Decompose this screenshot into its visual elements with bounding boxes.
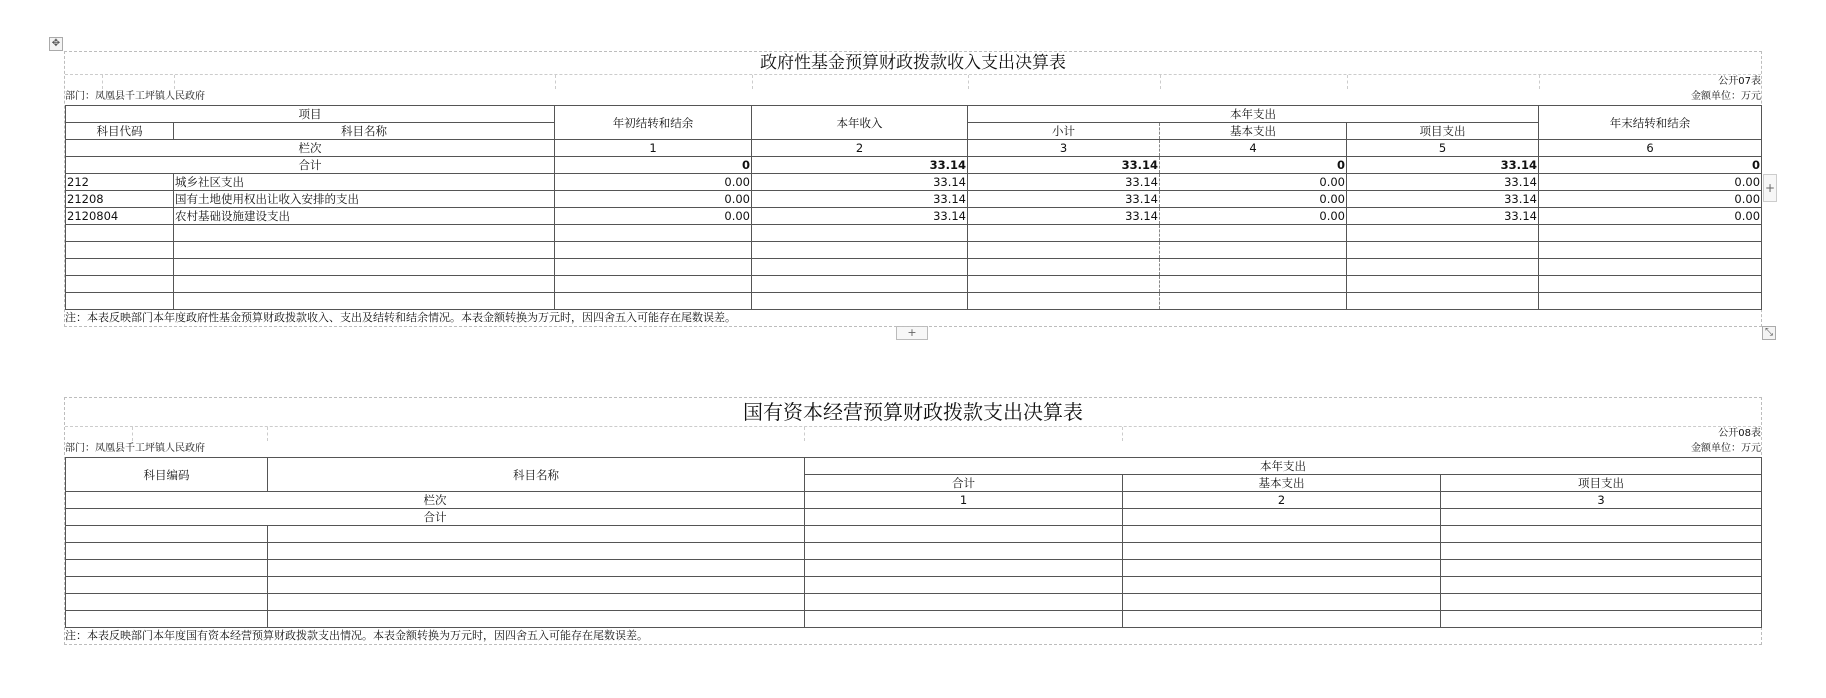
row-value-cell [555,259,752,276]
row-value-cell: 0.00 [555,174,752,191]
row-value-cell: 33.14 [1347,208,1539,225]
row-value-cell: 0.00 [555,208,752,225]
table-row [66,594,1762,611]
empty-cell [1123,543,1441,560]
header-expense: 本年支出 [968,106,1539,123]
table-row [66,611,1762,628]
row-value-cell [555,276,752,293]
empty-cell [1123,611,1441,628]
t2-column-number-label: 栏次 [66,492,805,509]
row-value-cell: 33.14 [968,174,1160,191]
empty-cell [1441,577,1762,594]
state-capital-table-block [64,397,1762,645]
t2-total-cell [1123,509,1441,526]
t2-column-number: 1 [805,492,1123,509]
row-value-cell [968,276,1160,293]
header-basic: 基本支出 [1160,123,1347,140]
table2-body [66,526,1762,628]
row-value-cell [752,259,968,276]
row-value-cell [1539,259,1762,276]
row-value-cell [1347,259,1539,276]
row-value-cell: 33.14 [752,208,968,225]
row-name-cell [174,242,555,259]
t2-header-total: 合计 [805,475,1123,492]
row-value-cell [1347,293,1539,310]
header-begin-balance: 年初结转和结余 [555,106,752,140]
empty-cell [805,543,1123,560]
table2-unit: 金额单位：万元 [1691,443,1761,454]
empty-cell [805,560,1123,577]
row-value-cell [1160,259,1347,276]
column-number: 6 [1539,140,1762,157]
row-name-cell [174,225,555,242]
empty-cell [66,543,268,560]
table-row [66,560,1762,577]
header-project: 项目支出 [1347,123,1539,140]
table1-grid [65,105,1762,310]
row-value-cell [1539,276,1762,293]
table-move-handle-icon[interactable]: ✥ [49,37,63,51]
row-value-cell [555,225,752,242]
row-code-cell: 212 [66,174,174,191]
empty-cell [1123,560,1441,577]
table1-department: 部门：凤凰县千工坪镇人民政府 [65,91,205,102]
row-value-cell: 0.00 [1539,174,1762,191]
table-row [66,225,1762,242]
row-value-cell [1160,242,1347,259]
total-cell: 0 [1539,157,1762,174]
row-value-cell [1160,293,1347,310]
empty-cell [1441,543,1762,560]
row-value-cell [968,225,1160,242]
row-name-cell: 城乡社区支出 [174,174,555,191]
table-row [66,259,1762,276]
row-value-cell: 0.00 [1539,191,1762,208]
table-row [66,242,1762,259]
row-name-cell: 国有土地使用权出让收入安排的支出 [174,191,555,208]
t2-total-row-label: 合计 [66,509,805,526]
table1-meta [65,89,1761,105]
t2-header-code: 科目编码 [66,458,268,492]
table1-note: 注：本表反映部门本年度政府性基金预算财政拨款收入、支出及结转和结余情况。本表金额转换为万元时，因四舍五入可能存在尾数误差。 [65,311,736,324]
t2-column-number: 3 [1441,492,1762,509]
row-code-cell [66,293,174,310]
row-value-cell: 33.14 [968,208,1160,225]
table-row [66,543,1762,560]
table2-grid [65,457,1762,628]
row-value-cell [752,242,968,259]
empty-cell [1123,577,1441,594]
row-value-cell [1160,276,1347,293]
empty-cell [66,594,268,611]
total-cell: 0 [555,157,752,174]
row-code-cell [66,276,174,293]
column-number: 5 [1347,140,1539,157]
row-code-cell [66,225,174,242]
total-cell: 33.14 [1347,157,1539,174]
table-row [66,174,1762,191]
empty-cell [66,526,268,543]
row-value-cell [555,293,752,310]
total-row-label: 合计 [66,157,555,174]
table1-title: 政府性基金预算财政拨款收入支出决算表 [760,53,1066,73]
row-value-cell [1347,225,1539,242]
row-value-cell [968,242,1160,259]
empty-cell [1123,594,1441,611]
table2-form-number: 公开08表 [1718,428,1761,439]
empty-cell [268,577,805,594]
t2-header-project: 项目支出 [1441,475,1762,492]
t2-header-basic: 基本支出 [1123,475,1441,492]
empty-cell [268,611,805,628]
table1-body [66,174,1762,310]
row-name-cell [174,293,555,310]
empty-cell [805,611,1123,628]
table1-unit: 金额单位：万元 [1691,91,1761,102]
table-row [66,208,1762,225]
table1-guides [65,74,1761,89]
row-value-cell: 33.14 [1347,174,1539,191]
table1-form-number: 公开07表 [1718,76,1761,87]
empty-cell [805,594,1123,611]
table-resize-handle-icon[interactable]: ⤡ [1762,326,1776,340]
row-value-cell: 33.14 [752,174,968,191]
header-item: 项目 [66,106,555,123]
table2-note: 注：本表反映部门本年度国有资本经营预算财政拨款支出情况。本表金额转换为万元时，因四舍五入可能存在尾数误差。 [65,629,648,642]
table-row [66,276,1762,293]
row-value-cell: 0.00 [1539,208,1762,225]
empty-cell [66,577,268,594]
column-number: 3 [968,140,1160,157]
row-name-cell: 农村基础设施建设支出 [174,208,555,225]
table2-meta [65,441,1761,457]
column-number: 1 [555,140,752,157]
empty-cell [1441,526,1762,543]
empty-cell [1441,594,1762,611]
row-code-cell: 2120804 [66,208,174,225]
header-subtotal: 小计 [968,123,1160,140]
row-value-cell [1160,225,1347,242]
t2-column-number: 2 [1123,492,1441,509]
row-value-cell: 0.00 [1160,208,1347,225]
row-value-cell [1539,225,1762,242]
empty-cell [268,526,805,543]
empty-cell [1123,526,1441,543]
t2-total-cell [1441,509,1762,526]
row-value-cell [555,242,752,259]
table2-title: 国有资本经营预算财政拨款支出决算表 [743,400,1083,424]
row-value-cell: 33.14 [752,191,968,208]
add-column-button[interactable]: + [1763,174,1777,202]
row-value-cell: 0.00 [1160,174,1347,191]
row-code-cell [66,259,174,276]
row-value-cell [1347,242,1539,259]
header-income: 本年收入 [752,106,968,140]
table-row [66,191,1762,208]
add-row-button[interactable]: + [896,326,928,340]
row-name-cell [174,276,555,293]
total-cell: 33.14 [752,157,968,174]
header-code: 科目代码 [66,123,174,140]
t2-header-expense: 本年支出 [805,458,1762,475]
empty-cell [805,577,1123,594]
empty-cell [66,611,268,628]
empty-cell [1441,611,1762,628]
row-value-cell [968,259,1160,276]
total-cell: 0 [1160,157,1347,174]
empty-cell [66,560,268,577]
column-number: 4 [1160,140,1347,157]
header-end-balance: 年末结转和结余 [1539,106,1762,140]
fund-budget-table-block [64,51,1762,327]
table-row [66,577,1762,594]
row-value-cell: 33.14 [1347,191,1539,208]
row-value-cell [752,276,968,293]
empty-cell [268,560,805,577]
header-name: 科目名称 [174,123,555,140]
row-value-cell [752,225,968,242]
row-name-cell [174,259,555,276]
total-cell: 33.14 [968,157,1160,174]
row-value-cell: 0.00 [555,191,752,208]
row-value-cell [968,293,1160,310]
row-code-cell: 21208 [66,191,174,208]
row-value-cell [1539,242,1762,259]
t2-total-cell [805,509,1123,526]
table2-guides [65,426,1761,441]
table2-department: 部门：凤凰县千工坪镇人民政府 [65,443,205,454]
column-number-label: 栏次 [66,140,555,157]
row-value-cell: 0.00 [1160,191,1347,208]
table-row [66,293,1762,310]
row-value-cell [1539,293,1762,310]
empty-cell [268,543,805,560]
column-number: 2 [752,140,968,157]
t2-header-name: 科目名称 [268,458,805,492]
row-value-cell [752,293,968,310]
empty-cell [268,594,805,611]
row-value-cell [1347,276,1539,293]
row-code-cell [66,242,174,259]
table-row [66,526,1762,543]
empty-cell [805,526,1123,543]
empty-cell [1441,560,1762,577]
row-value-cell: 33.14 [968,191,1160,208]
